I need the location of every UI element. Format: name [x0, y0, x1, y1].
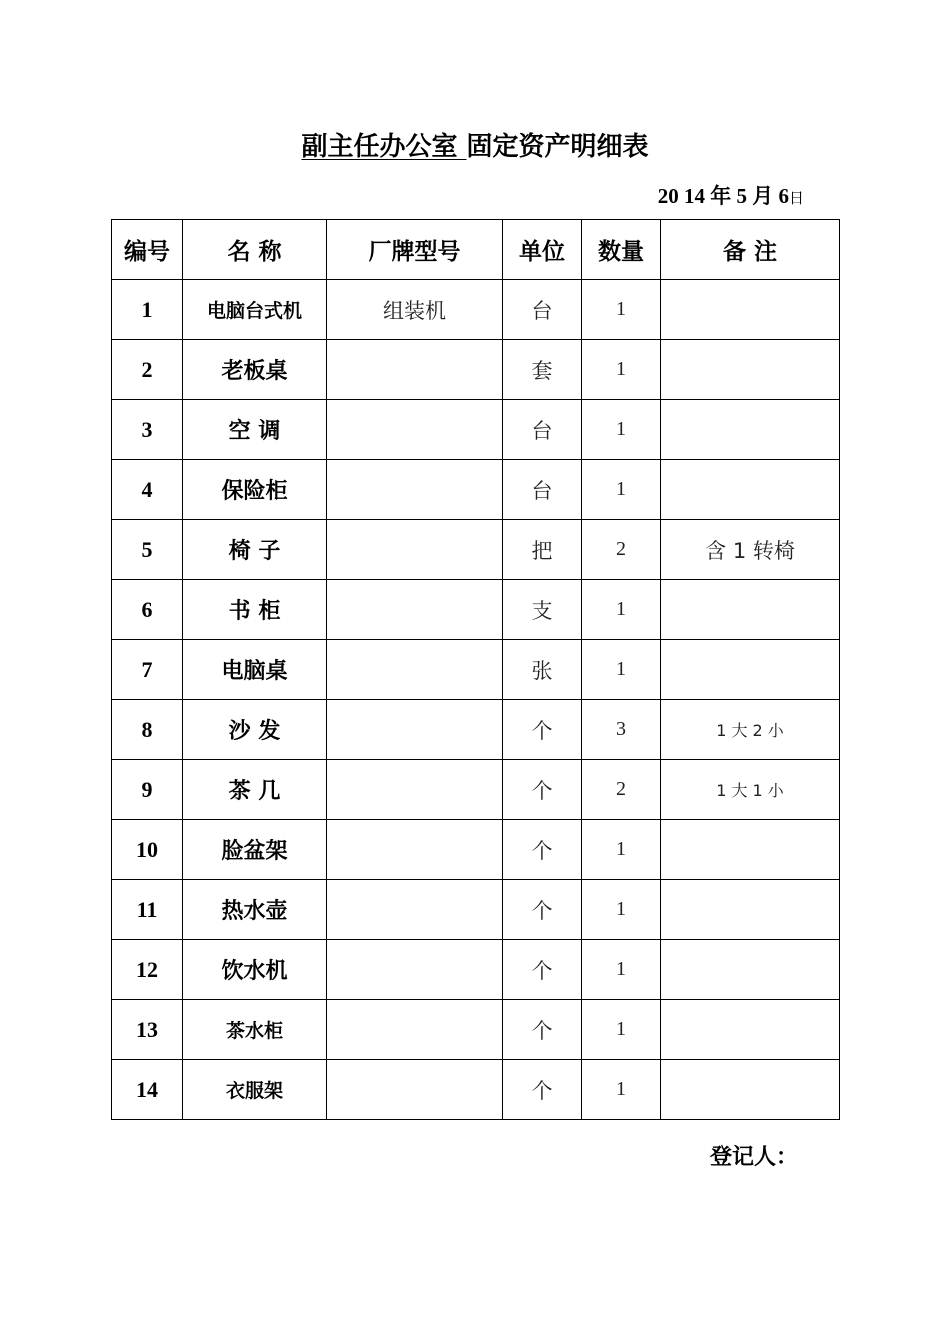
cell-number: 9 — [112, 760, 183, 820]
table-row — [112, 700, 840, 760]
cell-model — [327, 580, 503, 640]
cell-name: 热水壶 — [183, 880, 327, 940]
cell-quantity: 1 — [582, 820, 661, 880]
cell-model — [327, 700, 503, 760]
cell-name: 脸盆架 — [183, 820, 327, 880]
cell-quantity: 1 — [582, 880, 661, 940]
cell-quantity: 2 — [582, 520, 661, 580]
cell-number: 6 — [112, 580, 183, 640]
cell-unit: 套 — [503, 340, 582, 400]
cell-note — [661, 280, 840, 340]
header-number: 编号 — [112, 220, 183, 280]
cell-unit: 台 — [503, 280, 582, 340]
cell-model — [327, 400, 503, 460]
cell-name: 饮水机 — [183, 940, 327, 1000]
cell-note — [661, 340, 840, 400]
cell-model: 组装机 — [327, 280, 503, 340]
header-note: 备 注 — [661, 220, 840, 280]
cell-number: 14 — [112, 1060, 183, 1120]
table-row — [112, 400, 840, 460]
cell-number: 12 — [112, 940, 183, 1000]
cell-model — [327, 1000, 503, 1060]
cell-unit: 个 — [503, 1000, 582, 1060]
table-row — [112, 640, 840, 700]
cell-quantity: 1 — [582, 940, 661, 1000]
table-row — [112, 1060, 840, 1120]
cell-note — [661, 940, 840, 1000]
cell-quantity: 3 — [582, 700, 661, 760]
cell-model — [327, 940, 503, 1000]
cell-name: 空 调 — [183, 400, 327, 460]
cell-model — [327, 640, 503, 700]
cell-number: 2 — [112, 340, 183, 400]
table-row — [112, 520, 840, 580]
cell-note — [661, 1060, 840, 1120]
cell-quantity: 1 — [582, 1060, 661, 1120]
table-row — [112, 340, 840, 400]
cell-name: 老板桌 — [183, 340, 327, 400]
cell-model — [327, 340, 503, 400]
cell-unit: 个 — [503, 940, 582, 1000]
cell-number: 1 — [112, 280, 183, 340]
cell-model — [327, 880, 503, 940]
cell-model — [327, 760, 503, 820]
date-line — [658, 180, 804, 210]
cell-number: 5 — [112, 520, 183, 580]
cell-name: 椅 子 — [183, 520, 327, 580]
table-body — [112, 280, 840, 1120]
cell-number: 7 — [112, 640, 183, 700]
table-row — [112, 760, 840, 820]
table-row — [112, 940, 840, 1000]
header-unit: 单位 — [503, 220, 582, 280]
cell-quantity: 1 — [582, 640, 661, 700]
cell-unit: 台 — [503, 400, 582, 460]
cell-name: 茶 几 — [183, 760, 327, 820]
cell-note: 1 大 2 小 — [661, 700, 840, 760]
cell-quantity: 1 — [582, 340, 661, 400]
cell-name: 书 柜 — [183, 580, 327, 640]
cell-note — [661, 880, 840, 940]
cell-note: 含 1 转椅 — [661, 520, 840, 580]
cell-name: 沙 发 — [183, 700, 327, 760]
cell-number: 13 — [112, 1000, 183, 1060]
cell-quantity: 1 — [582, 580, 661, 640]
cell-note — [661, 580, 840, 640]
table-row — [112, 460, 840, 520]
table-header-row — [112, 220, 840, 280]
cell-note — [661, 400, 840, 460]
cell-unit: 个 — [503, 880, 582, 940]
table-row — [112, 580, 840, 640]
date-suffix: 日 — [788, 191, 804, 207]
cell-name: 衣服架 — [183, 1060, 327, 1120]
cell-unit: 个 — [503, 700, 582, 760]
cell-model — [327, 1060, 503, 1120]
cell-number: 4 — [112, 460, 183, 520]
header-name: 名 称 — [183, 220, 327, 280]
cell-number: 3 — [112, 400, 183, 460]
cell-note: 1 大 1 小 — [661, 760, 840, 820]
cell-name: 电脑桌 — [183, 640, 327, 700]
cell-note — [661, 1000, 840, 1060]
cell-unit: 支 — [503, 580, 582, 640]
department-name: 副主任办公室 — [301, 132, 467, 162]
cell-unit: 个 — [503, 1060, 582, 1120]
header-model: 厂牌型号 — [327, 220, 503, 280]
date-main: 20 14 年 5 月 6 — [657, 184, 789, 208]
table-row — [112, 820, 840, 880]
cell-quantity: 1 — [582, 400, 661, 460]
cell-quantity: 2 — [582, 760, 661, 820]
cell-name: 茶水柜 — [183, 1000, 327, 1060]
table-row — [112, 1000, 840, 1060]
cell-note — [661, 640, 840, 700]
cell-unit: 台 — [503, 460, 582, 520]
cell-number: 10 — [112, 820, 183, 880]
cell-note — [661, 460, 840, 520]
cell-quantity: 1 — [582, 1000, 661, 1060]
cell-quantity: 1 — [582, 460, 661, 520]
cell-model — [327, 520, 503, 580]
table-row — [112, 280, 840, 340]
cell-unit: 个 — [503, 760, 582, 820]
cell-quantity: 1 — [582, 280, 661, 340]
cell-unit: 把 — [503, 520, 582, 580]
cell-note — [661, 820, 840, 880]
asset-table — [111, 219, 840, 1120]
recorder-label: 登记人： — [710, 1145, 799, 1170]
cell-name: 电脑台式机 — [183, 280, 327, 340]
header-quantity: 数量 — [582, 220, 661, 280]
cell-model — [327, 820, 503, 880]
title-text: 固定资产明细表 — [466, 132, 649, 162]
table-row — [112, 880, 840, 940]
cell-model — [327, 460, 503, 520]
cell-number: 8 — [112, 700, 183, 760]
cell-number: 11 — [112, 880, 183, 940]
page-title — [0, 126, 950, 163]
cell-name: 保险柜 — [183, 460, 327, 520]
cell-unit: 张 — [503, 640, 582, 700]
cell-unit: 个 — [503, 820, 582, 880]
